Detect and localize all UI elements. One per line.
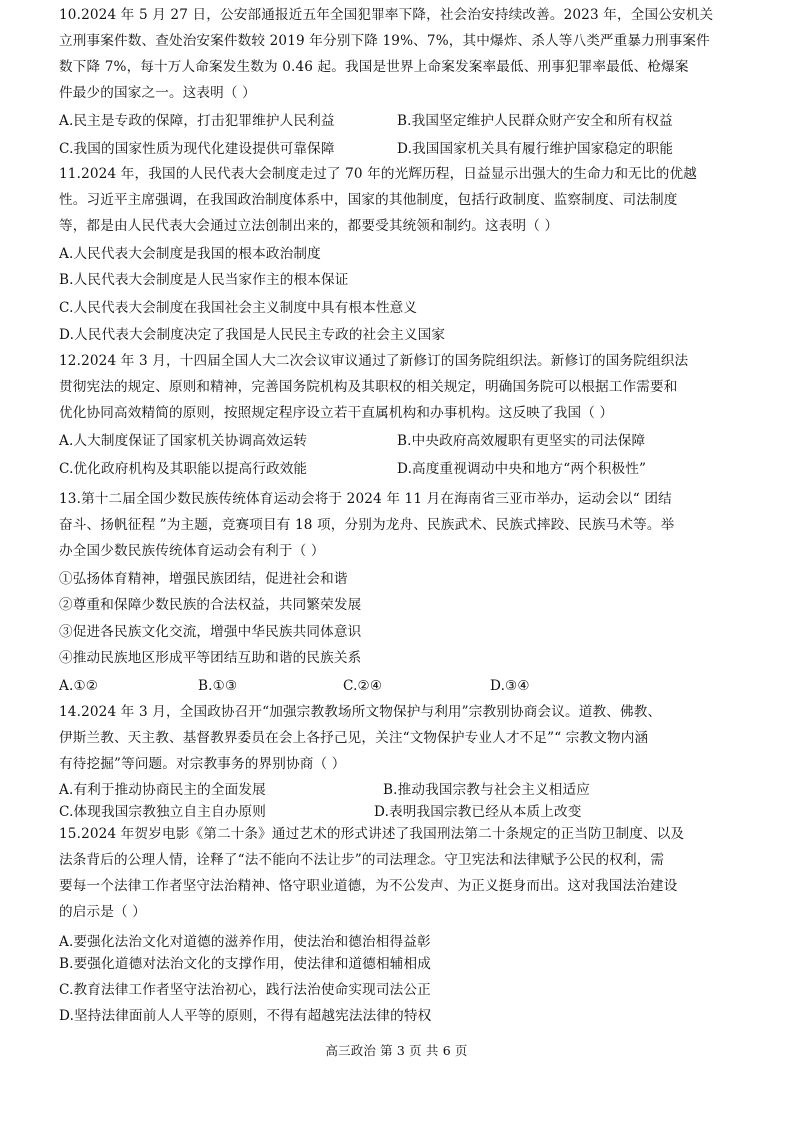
question-10-option-d: D.我国国家机关具有履行维护国家稳定的职能 xyxy=(397,141,674,157)
question-15-option-d: D.坚持法律面前人人平等的原则，不得有超越宪法法律的特权 xyxy=(59,1008,432,1024)
question-13-stem-line: 办全国少数民族传统体育运动会有利于（ ） xyxy=(59,543,325,559)
question-10-stem-line: 立刑事案件数、查处治安案件数较 2019 年分别下降 19%、7%，其中爆炸、杀人等八类严重暴力刑事案件 xyxy=(59,33,710,49)
question-13-stem-line: 13.第十二届全国少数民族传统体育运动会将于 2024 年 11 月在海南省三亚市举办，运动会以“ 团结 xyxy=(59,491,672,507)
question-15-option-b: B.要强化道德对法治文化的支撑作用，使法律和道德相辅相成 xyxy=(59,956,431,972)
question-13-statement: ①弘扬体育精神，增强民族团结，促进社会和谐 xyxy=(59,571,348,587)
question-13-option-a: A.①② xyxy=(59,678,99,694)
question-14-option-d: D.表明我国宗教已经从本质上改变 xyxy=(374,804,582,820)
question-11-option-b: B.人民代表大会制度是人民当家作主的根本保证 xyxy=(59,272,349,288)
question-15-option-a: A.要强化法治文化对道德的滋养作用，使法治和德治相得益彰 xyxy=(59,934,431,950)
question-13-statement: ④推动民族地区形成平等团结互助和谐的民族关系 xyxy=(59,650,362,666)
question-14-option-a: A.有利于推动协商民主的全面发展 xyxy=(59,782,266,798)
question-11-stem-line: 等，都是由人民代表大会通过立法创制出来的，都要受其统领和制约。这表明（ ） xyxy=(59,218,559,234)
question-15-option-c: C.教育法律工作者坚守法治初心，践行法治使命实现司法公正 xyxy=(59,982,431,998)
question-13-statement: ②尊重和保障少数民族的合法权益，共同繁荣发展 xyxy=(59,597,362,613)
question-15-stem-line: 的启示是（ ） xyxy=(59,904,146,920)
question-13-option-c: C.②④ xyxy=(343,678,383,694)
question-14-stem-line: 14.2024 年 3 月，全国政协召开“加强宗教教场所文物保护与利用”宗教别协商会议。道教、佛教、 xyxy=(59,704,662,720)
question-10-stem-line: 数下降 7%，每十万人命案发生数为 0.46 起。我国是世界上命案发案率最低、刑事犯罪率最低、枪爆案 xyxy=(59,59,689,75)
question-11-option-d: D.人民代表大会制度决定了我国是人民民主专政的社会主义国家 xyxy=(59,327,446,343)
question-10-option-c: C.我国的国家性质为现代化建设提供可靠保障 xyxy=(59,141,335,157)
question-12-stem-line: 贯彻宪法的规定、原则和精神，完善国务院机构及其职权的相关规定，明确国务院可以根据工作需要和 xyxy=(59,379,678,395)
question-12-option-a: A.人大制度保证了国家机关协调高效运转 xyxy=(59,433,308,449)
question-11-option-a: A.人民代表大会制度是我国的根本政治制度 xyxy=(59,246,321,262)
question-15-stem-line: 要每一个法律工作者坚守法治精神、恪守职业道德，为不公发声、为正义挺身而出。这对我国法治建设 xyxy=(59,878,678,894)
question-12-option-c: C.优化政府机构及其职能以提高行政效能 xyxy=(59,461,308,477)
question-13-option-b: B.①③ xyxy=(198,678,238,694)
question-11-option-c: C.人民代表大会制度在我国社会主义制度中具有根本性意义 xyxy=(59,300,418,316)
question-15-stem-line: 法条背后的公理人情，诠释了“法不能向不法让步”的司法理念。守卫宪法和法律赋予公民的权利，需 xyxy=(59,852,665,868)
question-13-statement: ③促进各民族文化交流，增强中华民族共同体意识 xyxy=(59,624,362,640)
question-10-option-b: B.我国坚定维护人民群众财产安全和所有权益 xyxy=(397,113,673,129)
question-13-stem-line: 奋斗、扬帆征程 ”为主题，竞赛项目有 18 项，分别为龙舟、民族武术、民族式摔跤、民族马术等。举 xyxy=(59,517,675,533)
question-14-stem-line: 有待挖掘”等问题。对宗教事务的界别协商（ ） xyxy=(59,756,346,772)
question-12-stem-line: 优化协同高效精简的原则，按照规定程序设立若干直属机构和办事机构。这反映了我国（ ） xyxy=(59,405,614,421)
question-10-option-a: A.民主是专政的保障，打击犯罪维护人民利益 xyxy=(59,113,335,129)
question-11-stem-line: 11.2024 年，我国的人民代表大会制度走过了 70 年的光辉历程，日益显示出强大的生命力和无比的优越 xyxy=(59,166,698,182)
question-15-stem-line: 15.2024 年贺岁电影《第二十条》通过艺术的形式讲述了我国刑法第二十条规定的正当防卫制度、以及 xyxy=(59,826,685,842)
question-14-option-c: C.体现我国宗教独立自主自办原则 xyxy=(59,804,266,820)
question-12-stem-line: 12.2024 年 3 月，十四届全国人大二次会议审议通过了新修订的国务院组织法。新修订的国务院组织法 xyxy=(59,353,689,369)
question-14-option-b: B.推动我国宗教与社会主义相适应 xyxy=(383,782,591,798)
question-10-stem-line: 件最少的国家之一。这表明（ ） xyxy=(59,85,256,101)
question-14-stem-line: 伊斯兰教、天主教、基督教界委员在会上各抒己见，关注“文物保护专业人才不足”“ 宗教文物内涵 xyxy=(59,730,649,746)
question-11-stem-line: 性。习近平主席强调，在我国政治制度体系中，国家的其他制度，包括行政制度、监察制度、司法制度 xyxy=(59,192,678,208)
question-13-option-d: D.③④ xyxy=(490,678,530,694)
question-12-option-d: D.高度重视调动中央和地方“两个积极性” xyxy=(397,461,647,477)
page-footer: 高三政治 第 3 页 共 6 页 xyxy=(325,1043,468,1058)
question-12-option-b: B.中央政府高效履职有更坚实的司法保障 xyxy=(397,433,646,449)
question-10-stem-line: 10.2024 年 5 月 27 日，公安部通报近五年全国犯罪率下降，社会治安持续改善。2023 年，全国公安机关 xyxy=(59,7,714,23)
